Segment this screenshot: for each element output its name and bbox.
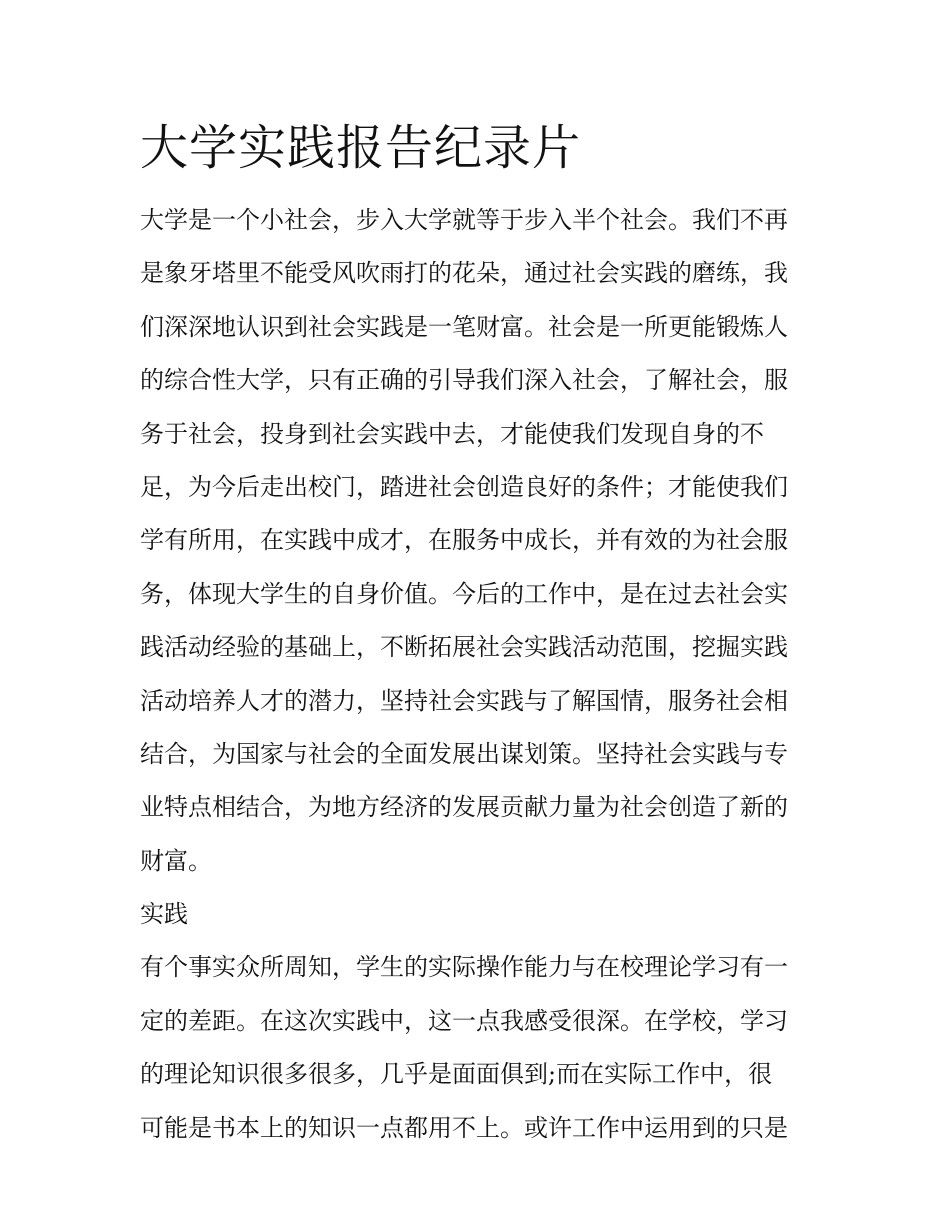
text-line: 足，为今后走出校门，踏进社会创造良好的条件；才能使我们: [140, 472, 788, 501]
document-title: 大学实践报告纪录片: [140, 120, 582, 176]
text-line: 是象牙塔里不能受风吹雨打的花朵，通过社会实践的磨练，我: [140, 259, 788, 288]
text-line: 业特点相结合，为地方经济的发展贡献力量为社会创造了新的: [140, 793, 788, 822]
text-line: 结合，为国家与社会的全面发展出谋划策。坚持社会实践与专: [140, 739, 788, 768]
text-line: 务于社会，投身到社会实践中去，才能使我们发现自身的不: [140, 419, 764, 448]
text-line: 大学是一个小社会，步入大学就等于步入半个社会。我们不再: [140, 206, 788, 234]
text-line: 可能是书本上的知识一点都用不上。或许工作中运用到的只是: [140, 1113, 788, 1142]
text-line: 财富。: [140, 846, 212, 875]
text-line: 定的差距。在这次实践中，这一点我感受很深。在学校，学习: [140, 1006, 788, 1035]
document-body: [140, 194, 816, 1155]
text-line: 活动培养人才的潜力，坚持社会实践与了解国情，服务社会相: [140, 686, 788, 715]
text-line: 们深深地认识到社会实践是一笔财富。社会是一所更能锻炼人: [140, 312, 788, 341]
document-page: [140, 118, 816, 1155]
text-line: 的综合性大学，只有正确的引导我们深入社会，了解社会，服: [140, 366, 788, 395]
section-heading: 实践: [140, 900, 188, 929]
text-line: 的理论知识很多很多，几乎是面面俱到;而在实际工作中，很: [140, 1060, 773, 1089]
text-line: 务，体现大学生的自身价值。今后的工作中，是在过去社会实: [140, 579, 788, 608]
text-line: 学有所用，在实践中成才，在服务中成长，并有效的为社会服: [140, 526, 788, 555]
text-line: 践活动经验的基础上，不断拓展社会实践活动范围，挖掘实践: [140, 633, 788, 662]
text-line: 有个事实众所周知，学生的实际操作能力与在校理论学习有一: [140, 953, 788, 982]
